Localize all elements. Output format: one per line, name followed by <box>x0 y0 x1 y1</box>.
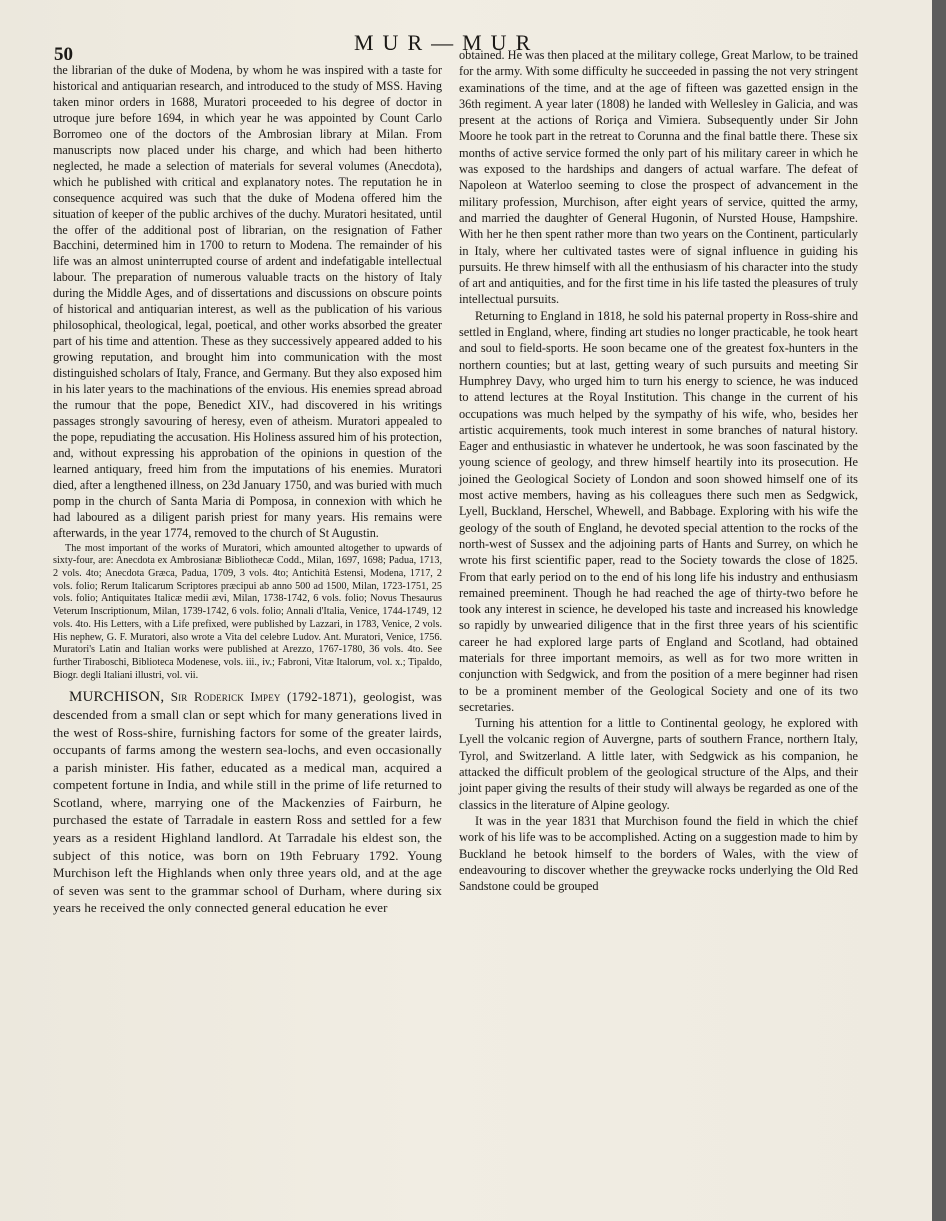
muratori-works-note: The most important of the works of Muratori, which amounted altogether to upwards of sixty-four, are: Anecdota ex Ambrosianæ Bibliothecæ Codd., Milan, 1697, 1698; Padua, 1713, 2 vols. 4to; Anecdota Græca, Padua, 1709, 3 vols. 4to; Antichità Estensi, Modena, 1717, 2 vols. folio; Rerum Italicarum Scriptores præcipui ab anno 500 ad 1500, Milan, 1723-1751, 25 vols. folio; Antiquitates Italicæ medii ævi, Milan, 1738-1742, 6 vols. folio; Novus Thesaurus Veterum Inscriptionum, Milan, 1739-1742, 6 vols. folio; Annali d'Italia, Venice, 1744-1749, 12 vols. 4to. His Letters, with a Life prefixed, were published by Lazzari, in 1783, Venice, 2 vols. His nephew, G. F. Muratori, also wrote a Vita del celebre Ludov. Ant. Muratori, Venice, 1756. Muratori's Latin and Italian works were published at Arezzo, 1767-1780, 36 vols. 4to. See further Tiraboschi, Biblioteca Modenese, vols. iii., iv.; Fabroni, Vitæ Italorum, vol. x.; Tipaldo, Biogr. degli Italiani illustri, vol. vii. <box>53 542 442 681</box>
page-edge-shadow <box>932 0 946 1221</box>
running-head: MUR—MUR <box>354 30 540 55</box>
murchison-article-start <box>53 688 442 918</box>
murchison-dates: (1792-1871), <box>287 690 357 705</box>
murchison-headword: MURCHISON, <box>69 689 165 706</box>
murchison-paragraph-1: obtained. He was then placed at the military college, Great Marlow, to be trained for the army. With some difficulty he succeeded in passing the not very stringent examinations of the time, and at the age of fifteen was gazetted ensign in the 36th regiment. A year later (1808) he landed with Wellesley in Galicia, and was present at the actions of Roriça and Vimiera. Subsequently under Sir John Moore he took part in the retreat to Corunna and the final battle there. These six months of active service formed the only part of his military career in which he was exposed to the hardships and dangers of actual warfare. The defeat of Napoleon at Waterloo seeming to close the prospect of advancement in the military profession, Murchison, after eight years of service, quitted the army, and married the daughter of General Hugonin, of Nursted House, Hampshire. With her he then spent rather more than two years on the Continent, particularly in Italy, where her cultivated tastes were of signal influence in guiding his pursuits. He threw himself with all the enthusiasm of his character into the study of art and antiquities, and for the first time in his life tasted the pleasures of truly intellectual pursuits. <box>459 48 858 307</box>
right-column <box>459 47 858 894</box>
muratori-article-end: the librarian of the duke of Modena, by whom he was inspired with a taste for historical and antiquarian research, and introduced to the study of MSS. Having taken minor orders in 1688, Muratori proceeded to his degree of doctor in utroque jure before 1694, in which year he was appointed by Count Carlo Borromeo one of the doctors of the Ambrosian library at Milan. From manuscripts now placed under his charge, and which had been hitherto neglected, he made a selection of materials for several volumes (Anecdota), which he published with critical and explanatory notes. The reputation he in consequence acquired was such that the duke of Modena offered him the situation of keeper of the public archives of the duchy. Muratori hesitated, until the offer of the additional post of librarian, on the resignation of Father Bacchini, determined him in 1700 to return to Modena. The remainder of his life was an almost uninterrupted course of ardent and indefatigable intellectual labour. The preparation of numerous valuable tracts on the history of Italy during the Middle Ages, and of dissertations and discussions on obscure points of historical and antiquarian interest, as well as the publication of his various philosophical, theological, legal, poetical, and other works absorbed the greater part of his time and attention. These as they successively appeared added to his growing reputation, and brought him into communication with the most distinguished scholars of Italy, France, and Germany. But they also exposed him in his later years to the machinations of the envious. His enemies spread abroad the rumour that the pope, Benedict XIV., had discovered in his writings passages strongly savouring of heresy, even of atheism. Muratori appealed to the pope, repudiating the accusation. His Holiness assured him of his protection, and, without expressing his approbation of the opinions in question of the learned antiquary, freed him from the imputations of his enemies. Muratori died, after a lengthened illness, on 23d January 1750, and was buried with much pomp in the church of Santa Maria di Pomposa, in connexion with which he had laboured as a diligent parish priest for many years. His remains were afterwards, in the year 1774, removed to the church of St Augustin. <box>53 63 442 540</box>
murchison-title: Sir Roderick Impey <box>170 689 281 705</box>
murchison-paragraph-2: Returning to England in 1818, he sold his paternal property in Ross-shire and settled in England, where, finding art studies no longer practicable, he took heart and soul to field-sports. He soon became one of the greatest fox-hunters in the northern counties; but at last, getting weary of such pursuits and meeting Sir Humphrey Davy, who urged him to turn his energy to science, he was induced to attend lectures at the Royal Institution. This change in the current of his occupations was much helped by the sympathy of his wife, who, besides her artistic acquirements, took much interest in some branches of natural history. Eager and enthusiastic in whatever he undertook, he was soon fascinated by the young science of geology, and threw himself heartily into its prosecution. He joined the Geological Society of London and soon showed himself one of its most active members, having as his colleagues there such men as Sedgwick, Lyell, Buckland, Herschel, Whewell, and Babbage. Exploring with his wife the geology of the south of England, he devoted special attention to the rocks of the north-west of Sussex and the adjoining parts of Hants and Surrey, on which he wrote his first scientific paper, read to the Society towards the close of 1825. From that early period on to the end of his long life his industry and enthusiasm remained preeminent. Though he had reached the age of thirty-two before he took any interest in science, he developed his taste and increased his knowledge so rapidly by unwearied diligence that in the first three years of his scientific career he had explored large parts of England and Scotland, had obtained materials for three important memoirs, as well as for two more written in conjunction with Sedgwick, and from the position of a mere beginner had risen to be a prominent member of the Geological Society and one of its two secretaries. <box>459 308 858 714</box>
murchison-paragraph-3: Turning his attention for a little to Continental geology, he explored with Lyell the volcanic region of Auvergne, parts of southern France, northern Italy, Tyrol, and Switzerland. A little later, with Sedgwick as his companion, he attacked the difficult problem of the geological structure of the Alps, and their joint paper giving the results of their study will always be regarded as one of the classics in the literature of Alpine geology. <box>459 716 858 812</box>
page-number: 50 <box>54 44 73 65</box>
left-column <box>53 63 442 918</box>
murchison-opening-text: geologist, was descended from a small clan or sept which for many generations lived in the west of Ross-shire, furnishing factors for some of the greater lairds, occupants of farms among the western sea-lochs, and even occasionally a parish minister. His father, educated as a medical man, acquired a competent fortune in India, and while still in the prime of life returned to Scotland, where, marrying one of the Mackenzies of Fairburn, he purchased the estate of Tarradale in eastern Ross and settled for a few years as a resident Highland landlord. At Tarradale his eldest son, the subject of this notice, was born on 19th February 1792. Young Murchison left the Highlands when only three years old, and at the age of seven was sent to the grammar school of Durham, where during six years he received the only connected general education he ever <box>53 690 442 916</box>
murchison-paragraph-4: It was in the year 1831 that Murchison found the field in which the chief work of his life was to be accomplished. Acting on a suggestion made to him by Buckland he betook himself to the borders of Wales, with the view of endeavouring to discover whether the greywacke rocks underlying the Old Red Sandstone could be grouped <box>459 813 858 894</box>
